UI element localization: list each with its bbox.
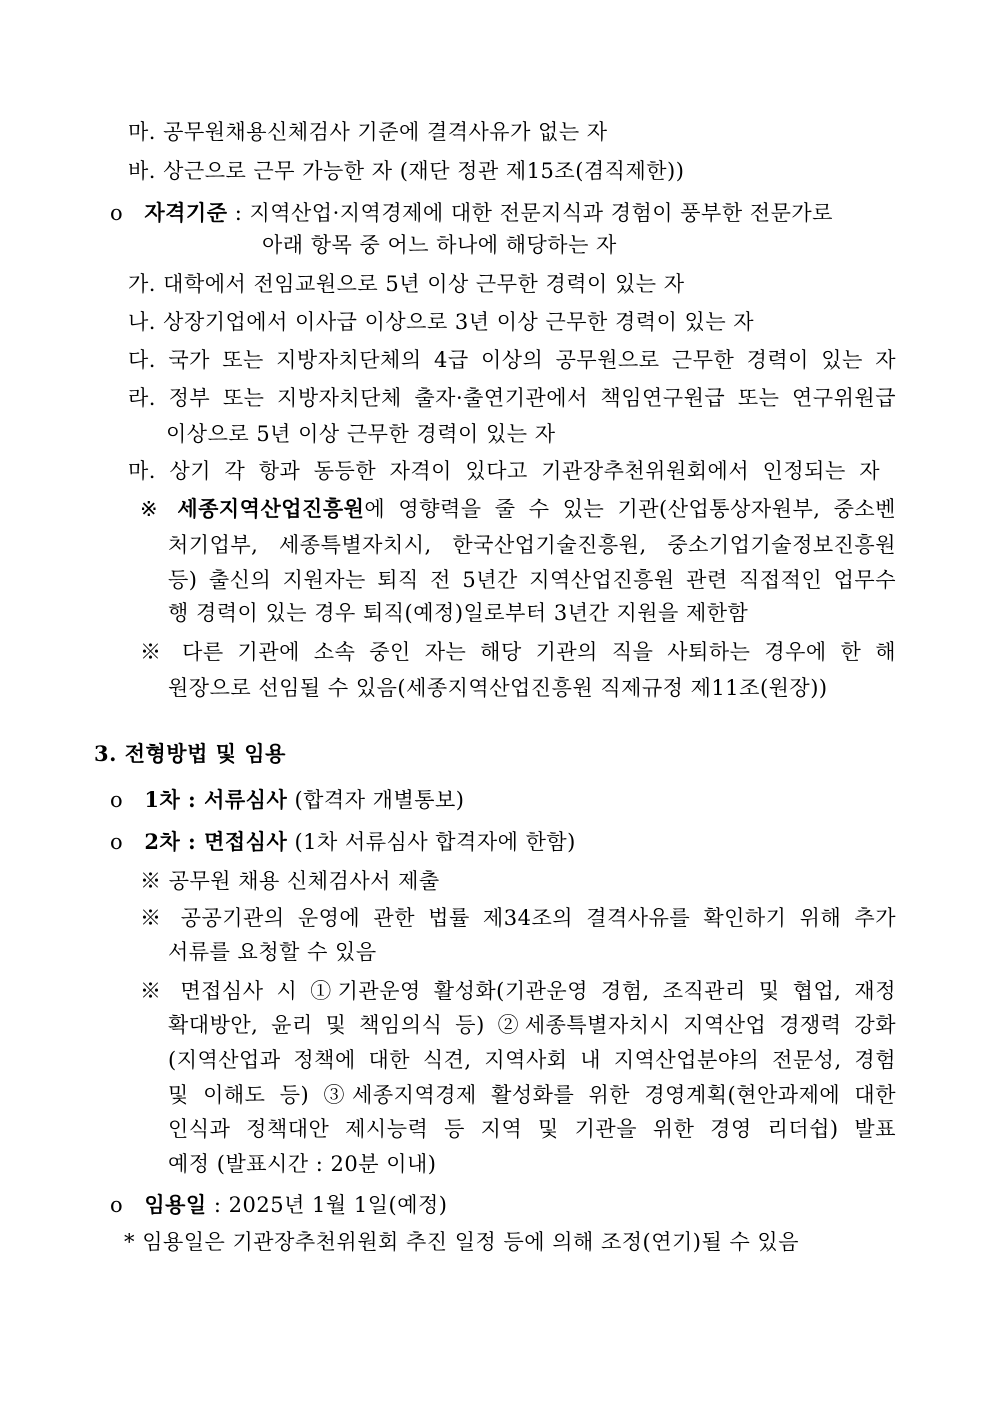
item-text: 공무원채용신체검사 기준에 결격사유가 없는 자 [163, 120, 608, 144]
item-marker: 바. [128, 159, 156, 183]
note-text: 예정 (발표시간 : 20분 이내) [168, 1152, 437, 1176]
note-resignation [140, 637, 896, 667]
stage-text: (1차 서류심사 합격자에 한함) [287, 830, 576, 854]
note-restriction-line4 [168, 598, 748, 628]
item-marker: 가. [128, 272, 156, 296]
bullet-circle: o [110, 201, 124, 225]
note-text: 확대방안, 윤리 및 책임의식 등) ②세종특별자치시 지역산업 경쟁력 강화 [168, 1013, 896, 1037]
criteria-item-ma [128, 117, 608, 147]
note-restriction-line3 [168, 565, 896, 595]
note-text: 등) 출신의 지원자는 퇴직 전 5년간 지역산업진흥원 관련 직접적인 업무수 [168, 568, 896, 592]
section-title: 3. 전형방법 및 임용 [94, 741, 286, 766]
bullet-circle: o [110, 830, 124, 854]
note-text: (지역산업과 정책에 대한 식견, 지역사회 내 지역산업분야의 전문성, 경험 [168, 1048, 896, 1072]
qualification-continuation [262, 230, 617, 260]
bullet-circle: o [110, 788, 124, 812]
qualification-item-da [128, 345, 896, 375]
qualification-item-ra-continuation [166, 419, 556, 449]
stage-2 [110, 827, 576, 857]
appointment-note [124, 1227, 799, 1257]
item-text: 상장기업에서 이사급 이상으로 3년 이상 근무한 경력이 있는 자 [163, 310, 755, 334]
note-interview-line4 [168, 1080, 896, 1110]
note-text: 다른 기관에 소속 중인 자는 해당 기관의 직을 사퇴하는 경우에 한 해 [182, 640, 897, 664]
item-text: 상근으로 근무 가능한 자 (재단 정관 제15조(겸직제한)) [163, 159, 685, 183]
stage-text: (합격자 개별통보) [287, 788, 465, 812]
item-marker: 마. [128, 459, 156, 483]
item-text: 아래 항목 중 어느 하나에 해당하는 자 [262, 233, 617, 257]
note-text: 처기업부, 세종특별자치시, 한국산업기술진흥원, 중소기업기술정보진흥원 [168, 533, 896, 557]
note-medical [140, 866, 440, 896]
note-documents-line2 [168, 937, 377, 967]
note-interview-line5 [168, 1114, 896, 1144]
qualification-item-ga [128, 269, 685, 299]
item-marker: 라. [128, 386, 156, 410]
note-text: 에 영향력을 줄 수 있는 기관(산업통상자원부, 중소벤 [364, 497, 896, 521]
note-text: 원장으로 선임될 수 있음(세종지역산업진흥원 직제규정 제11조(원장)) [168, 676, 828, 700]
note-text: 및 이해도 등) ③세종지역경제 활성화를 위한 경영계획(현안과제에 대한 [168, 1083, 896, 1107]
item-text: 이상으로 5년 이상 근무한 경력이 있는 자 [166, 422, 556, 446]
colon: : [234, 201, 243, 225]
note-interview-line2 [168, 1010, 896, 1040]
note-restriction [140, 494, 896, 524]
item-text: 지역산업·지역경제에 대한 전문지식과 경험이 풍부한 전문가로 [249, 201, 833, 225]
note-marker: * [124, 1230, 135, 1254]
note-documents [140, 903, 896, 933]
note-marker: ※ [140, 906, 168, 930]
appointment-date [110, 1190, 447, 1220]
item-text: 상기 각 항과 동등한 자격이 있다고 기관장추천위원회에서 인정되는 자 [169, 459, 880, 483]
qualification-item-na [128, 307, 754, 337]
note-interview-line3 [168, 1045, 896, 1075]
item-marker: 마. [128, 120, 156, 144]
qualification-heading [110, 198, 833, 228]
org-name: 세종지역산업진흥원 [177, 496, 365, 521]
note-marker: ※ [140, 979, 168, 1003]
colon: : [213, 1193, 222, 1217]
qualification-item-ra [128, 383, 896, 413]
note-resignation-line2 [168, 673, 828, 703]
note-marker: ※ [140, 497, 165, 521]
item-text: 정부 또는 지방자치단체 출자·출연기관에서 책임연구원급 또는 연구위원급 [168, 386, 896, 410]
item-text: 대학에서 전임교원으로 5년 이상 근무한 경력이 있는 자 [163, 272, 685, 296]
qualification-item-ma [128, 456, 880, 486]
note-text: 행 경력이 있는 경우 퇴직(예정)일로부터 3년간 지원을 제한함 [168, 601, 749, 625]
stage-label: 1차 : 서류심사 [144, 787, 288, 812]
note-restriction-line2 [168, 530, 896, 560]
note-marker: ※ [140, 640, 169, 664]
criteria-item-ba [128, 156, 684, 186]
note-text: 서류를 요청할 수 있음 [168, 940, 377, 964]
item-text: 국가 또는 지방자치단체의 4급 이상의 공무원으로 근무한 경력이 있는 자 [168, 348, 896, 372]
section-label: 자격기준 [144, 200, 228, 225]
bullet-circle: o [110, 1193, 124, 1217]
item-marker: 다. [128, 348, 156, 372]
item-marker: 나. [128, 310, 156, 334]
note-interview [140, 976, 896, 1006]
appointment-text: 2025년 1월 1일(예정) [221, 1193, 448, 1217]
note-text: 인식과 정책대안 제시능력 등 지역 및 기관을 위한 경영 리더쉽) 발표 [168, 1117, 896, 1141]
note-text: 면접심사 시 ①기관운영 활성화(기관운영 경험, 조직관리 및 협업, 재정 [180, 979, 897, 1003]
appointment-label: 임용일 [144, 1192, 207, 1217]
note-text: 임용일은 기관장추천위원회 추진 일정 등에 의해 조정(연기)될 수 있음 [142, 1230, 799, 1254]
stage-label: 2차 : 면접심사 [144, 829, 288, 854]
note-text: 공무원 채용 신체검사서 제출 [168, 869, 440, 893]
note-interview-line6 [168, 1149, 436, 1179]
section-3-heading [94, 739, 286, 769]
note-text: 공공기관의 운영에 관한 법률 제34조의 결격사유를 확인하기 위해 추가 [180, 906, 897, 930]
note-marker: ※ [140, 869, 162, 893]
stage-1 [110, 785, 465, 815]
